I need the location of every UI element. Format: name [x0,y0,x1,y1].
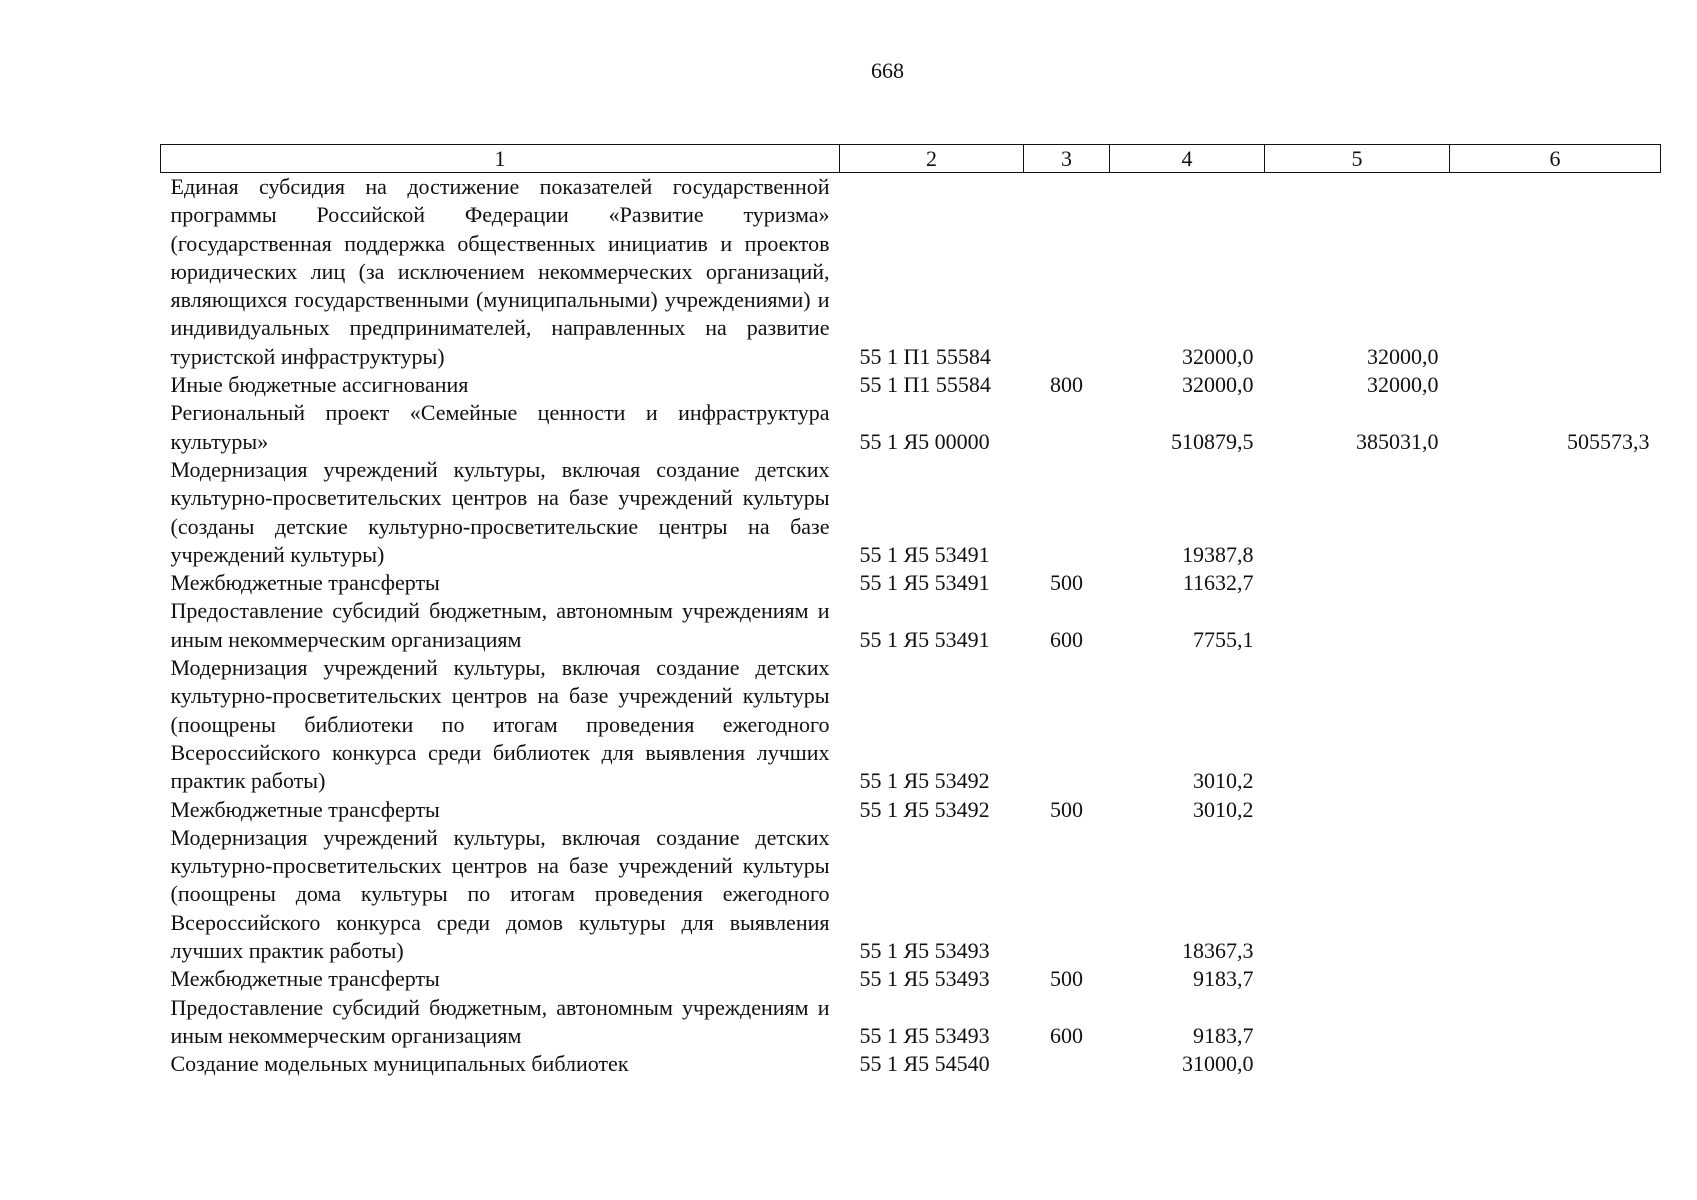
row-amount-col5-cell: 32000,0 [1367,343,1439,369]
header-col-4: 4 [1110,145,1265,173]
table-row [161,796,1661,824]
row-amount-col4-cell: 3010,2 [1193,796,1254,822]
row-name-cell: Предоставление субсидий бюджетным, автономным учреждениям и иным некоммерческим организациям [170,994,830,1048]
row-name-cell: Единая субсидия на достижение показателей государственной программы Российской Федерации «Развитие туризма» (государственная поддержка общественных инициатив и проектов юридических лиц (за исключением некоммерческих организаций, являющихся государственными (муниципальными) учреждениями) и индивидуальных предпринимателей, направленных на развитие туристской инфраструктуры) [170,174,830,369]
row-expense-type-cell: 600 [1050,626,1083,652]
row-name-cell: Модернизация учреждений культуры, включая создание детских культурно-просветительских центров на базе учреждений культуры (поощрены библиотеки по итогам проведения ежегодного Всероссийского конкурса среди библиотек для выявления лучших практик работы) [170,655,830,794]
table-row [161,371,1661,399]
row-amount-col4-cell: 9183,7 [1193,966,1254,992]
row-name-cell: Межбюджетные трансферты [170,570,440,596]
row-name-cell: Модернизация учреждений культуры, включая создание детских культурно-просветительских центров на базе учреждений культуры (созданы детские культурно-просветительские центры на базе учреждений культуры) [170,456,830,567]
row-amount-col5-cell [1265,994,1450,1051]
row-expense-type-cell: 600 [1050,1022,1083,1048]
row-amount-col6-cell [1450,796,1661,824]
table-row [161,456,1661,569]
row-expense-type-cell [1024,456,1110,569]
row-amount-col5-cell [1265,569,1450,597]
table-row [161,965,1661,993]
row-amount-col4-cell: 9183,7 [1193,1022,1254,1048]
row-amount-col4-cell: 3010,2 [1193,768,1254,794]
row-amount-col5-cell: 32000,0 [1367,372,1439,398]
row-amount-col5-cell [1265,654,1450,795]
header-col-6: 6 [1450,145,1661,173]
row-amount-col6-cell [1450,994,1661,1051]
row-expense-type-cell: 500 [1050,570,1083,596]
row-expense-type-cell [1024,824,1110,965]
row-expense-type-cell: 500 [1050,966,1083,992]
table-row [161,1050,1661,1078]
table-row [161,597,1661,654]
row-code-cell: 55 1 Я5 53491 [859,541,990,567]
table-row [161,654,1661,795]
row-code-cell: 55 1 Я5 53492 [859,796,990,822]
table-row [161,399,1661,456]
row-expense-type-cell: 500 [1050,796,1083,822]
row-amount-col6-cell [1450,597,1661,654]
row-code-cell: 55 1 Я5 53493 [859,966,990,992]
table-header [161,145,1661,173]
row-amount-col6-cell [1450,569,1661,597]
row-code-cell: 55 1 Я5 53491 [859,570,990,596]
header-col-5: 5 [1265,145,1450,173]
row-amount-col4-cell: 7755,1 [1193,626,1254,652]
row-expense-type-cell [1024,399,1110,456]
row-amount-col4-cell: 31000,0 [1182,1051,1254,1077]
header-col-1: 1 [161,145,840,173]
row-code-cell: 55 1 Я5 53493 [859,1022,990,1048]
row-amount-col5-cell: 385031,0 [1356,428,1439,454]
row-name-cell: Региональный проект «Семейные ценности и инфраструктура культуры» [170,400,830,454]
row-name-cell: Межбюджетные трансферты [170,796,440,822]
table-row [161,569,1661,597]
row-amount-col5-cell [1265,597,1450,654]
row-amount-col5-cell [1265,965,1450,993]
table-row [161,824,1661,965]
row-amount-col6-cell [1450,371,1661,399]
row-amount-col5-cell [1265,1050,1450,1078]
table-row [161,994,1661,1051]
row-code-cell: 55 1 П1 55584 [859,343,991,369]
header-col-2: 2 [840,145,1024,173]
row-amount-col4-cell: 510879,5 [1171,428,1254,454]
table-body [161,173,1661,1079]
row-amount-col5-cell [1265,456,1450,569]
row-expense-type-cell [1024,173,1110,372]
budget-table [160,144,1661,1079]
page-number: 668 [871,58,904,83]
row-code-cell: 55 1 Я5 00000 [859,428,990,454]
row-code-cell: 55 1 П1 55584 [859,372,991,398]
row-expense-type-cell [1024,1050,1110,1078]
row-name-cell: Создание модельных муниципальных библиотек [170,1051,629,1077]
row-amount-col6-cell: 505573,3 [1567,428,1650,454]
row-amount-col5-cell [1265,824,1450,965]
row-code-cell: 55 1 Я5 53492 [859,768,990,794]
row-amount-col4-cell: 32000,0 [1182,372,1254,398]
table-row [161,173,1661,372]
row-code-cell: 55 1 Я5 53493 [859,938,990,964]
row-code-cell: 55 1 Я5 53491 [859,626,990,652]
header-col-3: 3 [1024,145,1110,173]
row-name-cell: Модернизация учреждений культуры, включая создание детских культурно-просветительских центров на базе учреждений культуры (поощрены дома культуры по итогам проведения ежегодного Всероссийского конкурса среди домов культуры для выявления лучших практик работы) [170,824,830,964]
row-amount-col4-cell: 18367,3 [1182,938,1254,964]
row-amount-col4-cell: 32000,0 [1182,343,1254,369]
row-amount-col6-cell [1450,824,1661,965]
row-amount-col6-cell [1450,965,1661,993]
row-expense-type-cell: 800 [1050,372,1083,398]
row-amount-col6-cell [1450,654,1661,795]
row-amount-col5-cell [1265,796,1450,824]
row-code-cell: 55 1 Я5 54540 [859,1051,990,1077]
row-expense-type-cell [1024,654,1110,795]
row-name-cell: Межбюджетные трансферты [170,966,440,992]
row-amount-col4-cell: 19387,8 [1182,541,1254,567]
row-name-cell: Иные бюджетные ассигнования [170,372,469,398]
header-row [161,145,1661,173]
row-name-cell: Предоставление субсидий бюджетным, автономным учреждениям и иным некоммерческим организациям [170,598,830,652]
row-amount-col4-cell: 11632,7 [1182,570,1254,596]
row-amount-col6-cell [1450,456,1661,569]
row-amount-col6-cell [1450,1050,1661,1078]
row-amount-col6-cell [1450,173,1661,372]
